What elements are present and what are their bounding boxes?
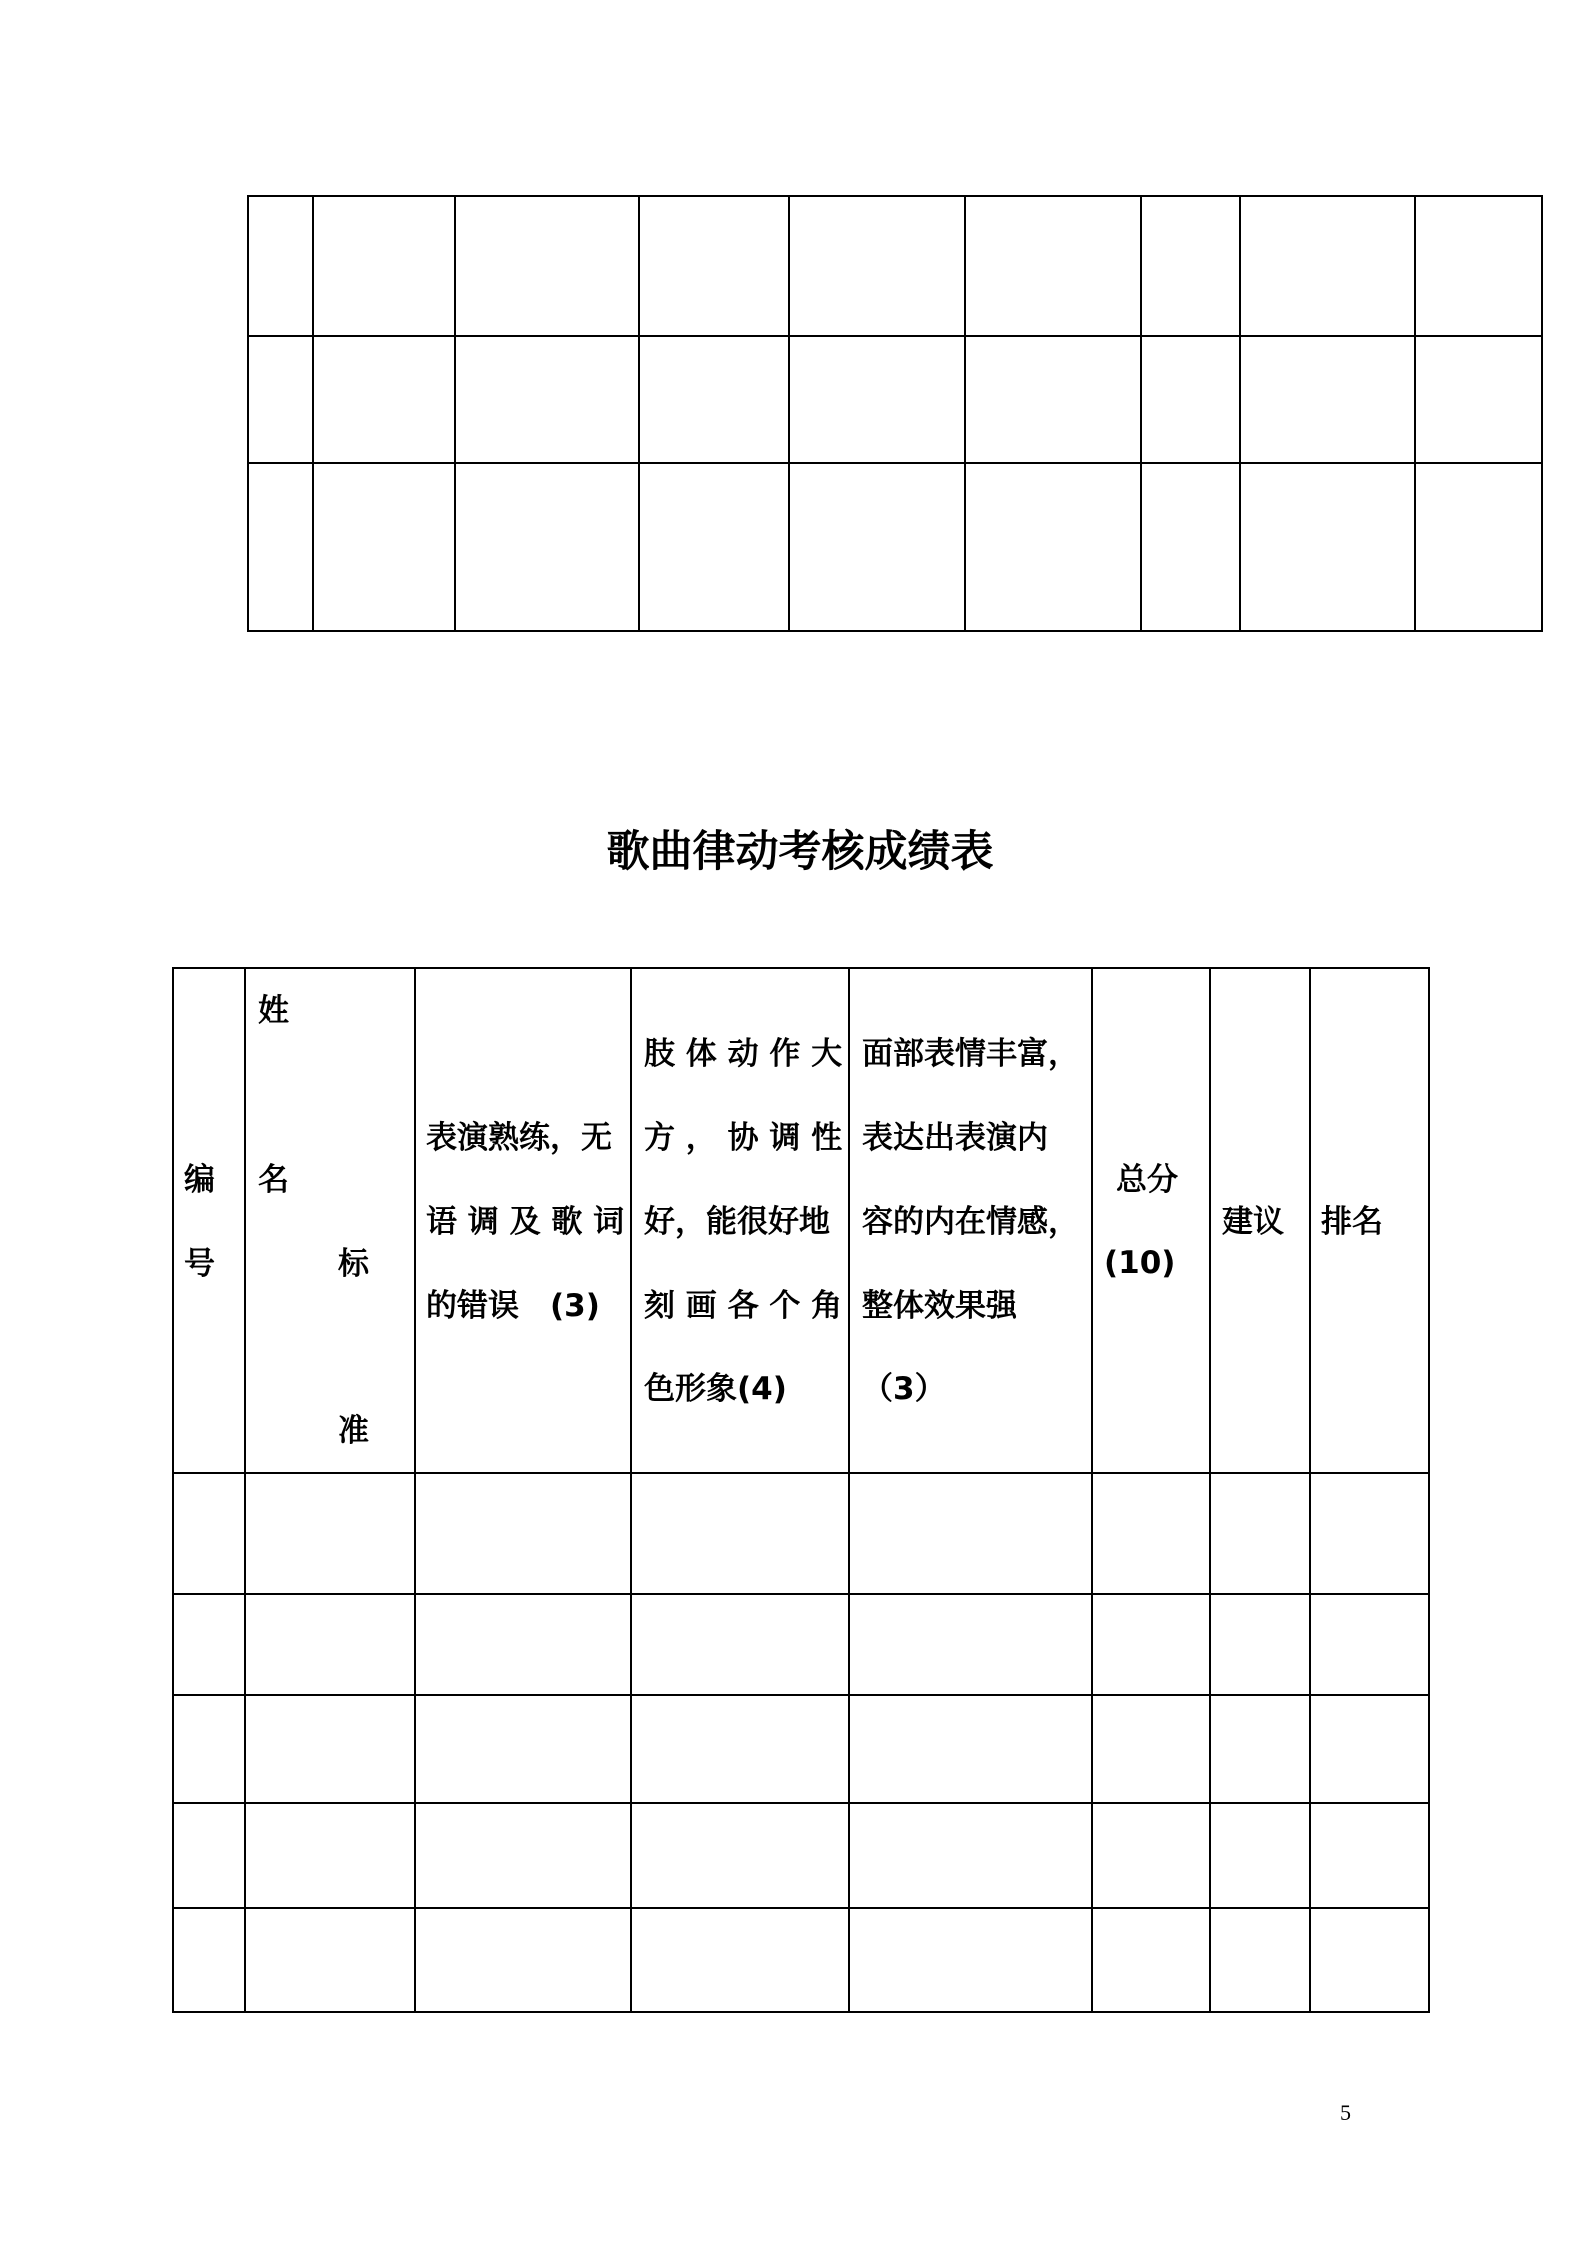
score-table-row-border <box>172 1593 1430 1595</box>
score-table-column-border <box>630 967 632 2013</box>
score-table-column-border <box>848 967 850 2013</box>
header-criterion3-line: 整体效果强 <box>862 1288 1017 1324</box>
continued-table-column-border <box>638 195 640 632</box>
header-number-1: 编 <box>184 1162 215 1198</box>
continued-table-row-border <box>247 335 1543 337</box>
score-table-column-border <box>1309 967 1311 2013</box>
header-criterion3-line: 表达出表演内 <box>862 1120 1048 1156</box>
continued-table-column-border <box>454 195 456 632</box>
score-table-column-border <box>1209 967 1211 2013</box>
header-name-2: 名 <box>258 1162 289 1198</box>
continued-table-row-border <box>247 462 1543 464</box>
header-total-1: 总分 <box>1116 1162 1178 1198</box>
continued-table-column-border <box>1541 195 1543 632</box>
header-criterion2-line: 好，能很好地 <box>644 1204 830 1240</box>
header-criterion3-line: 面部表情丰富， <box>862 1036 1079 1072</box>
continued-table-column-border <box>1239 195 1241 632</box>
header-criterion2-line: 肢 体 动 作 大 <box>644 1036 843 1072</box>
continued-table-column-border <box>247 195 249 632</box>
score-table-row-border <box>172 1802 1430 1804</box>
header-criterion2-line: 刻 画 各 个 角 <box>644 1288 843 1324</box>
continued-table-column-border <box>964 195 966 632</box>
header-suggestion: 建议 <box>1222 1204 1284 1240</box>
header-standard-2: 准 <box>338 1413 369 1449</box>
continued-table-row-border <box>247 195 1543 197</box>
continued-table-column-border <box>1414 195 1416 632</box>
header-standard-1: 标 <box>338 1246 369 1282</box>
score-table-column-border <box>1428 967 1430 2013</box>
score-table-row-border <box>172 1907 1430 1909</box>
score-table-column-border <box>414 967 416 2013</box>
score-table-row-border <box>172 1472 1430 1474</box>
header-criterion1-line: 的错误 (3) <box>426 1288 600 1324</box>
score-table-row-border <box>172 1694 1430 1696</box>
score-table-column-border <box>1091 967 1093 2013</box>
header-criterion3-line: （3） <box>862 1371 946 1407</box>
header-criterion2-line: 方 ， 协 调 性 <box>644 1120 843 1156</box>
header-rank: 排名 <box>1321 1204 1383 1240</box>
header-criterion3-line: 容的内在情感， <box>862 1204 1079 1240</box>
continued-table-row-border <box>247 630 1543 632</box>
continued-table-column-border <box>1140 195 1142 632</box>
header-criterion1-line: 表演熟练，无 <box>426 1120 612 1156</box>
header-total-2: (10) <box>1104 1245 1176 1281</box>
score-table-row-border <box>172 967 1430 969</box>
header-number-2: 号 <box>184 1246 215 1282</box>
header-criterion2-line: 色形象(4) <box>644 1371 787 1407</box>
page-title: 歌曲律动考核成绩表 <box>606 827 994 877</box>
page-number: 5 <box>1340 2100 1351 2125</box>
score-table-column-border <box>244 967 246 2013</box>
score-table-row-border <box>172 2011 1430 2013</box>
continued-table-column-border <box>788 195 790 632</box>
header-criterion1-line: 语 调 及 歌 词 <box>426 1204 625 1240</box>
header-name-1: 姓 <box>258 993 289 1029</box>
score-table-column-border <box>172 967 174 2013</box>
continued-table-column-border <box>312 195 314 632</box>
